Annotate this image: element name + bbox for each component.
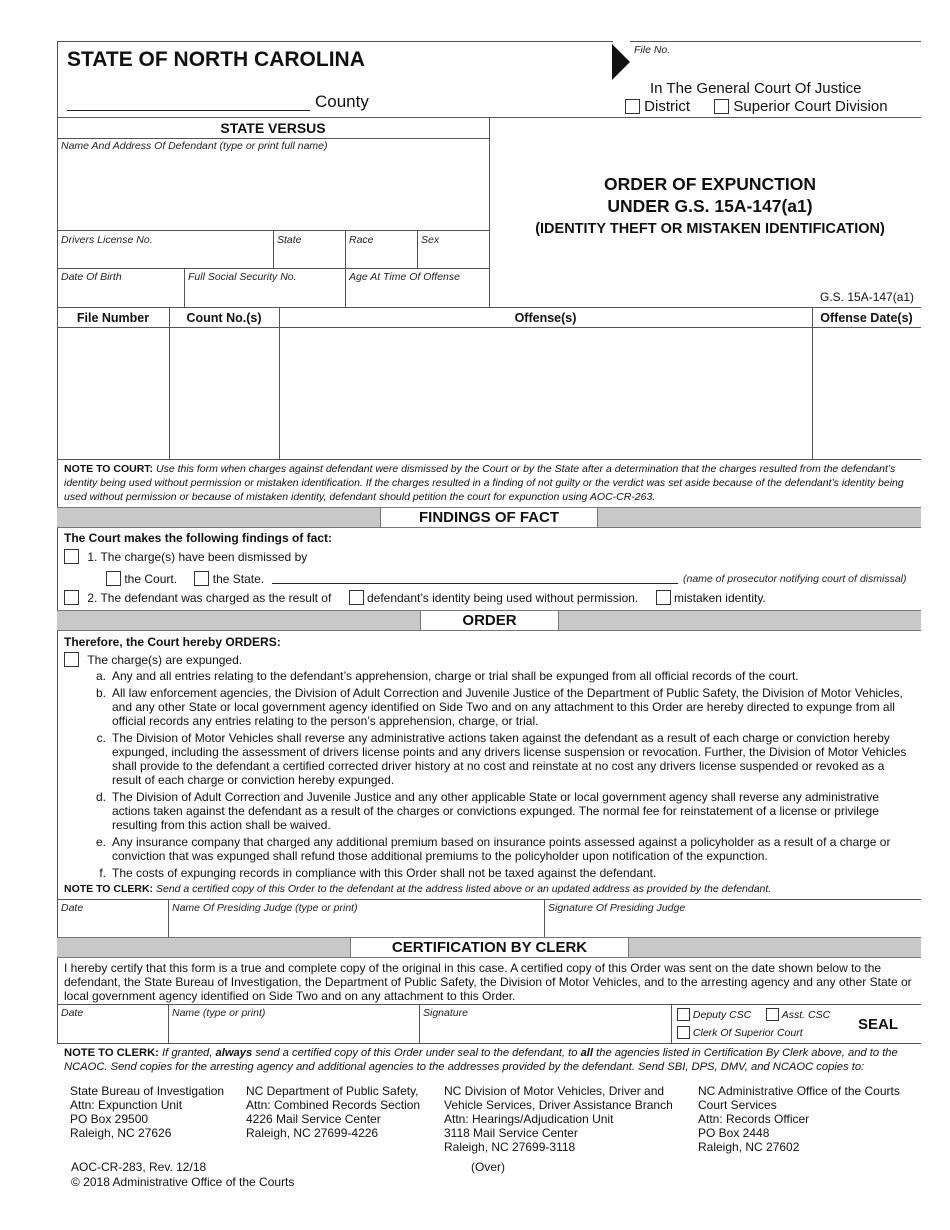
state-label: State xyxy=(277,234,302,246)
name-address-label: Name And Address Of Defendant (type or print full name) xyxy=(61,140,328,152)
district-checkbox[interactable] xyxy=(625,99,640,114)
title-line2: UNDER G.S. 15A-147(a1) xyxy=(607,196,813,216)
offense-field[interactable] xyxy=(280,328,812,459)
col-file-number: File Number xyxy=(76,311,150,325)
divider xyxy=(57,899,921,900)
court-title: In The General Court Of Justice xyxy=(650,80,862,97)
address-line: NC Administrative Office of the Courts xyxy=(698,1084,900,1098)
note-to-clerk-1 xyxy=(64,883,771,895)
address-ncaoc xyxy=(698,1084,900,1154)
judge-signature-label: Signature Of Presiding Judge xyxy=(548,902,686,914)
asst-csc-label: Asst. CSC xyxy=(781,1009,831,1021)
dob-label: Date Of Birth xyxy=(61,271,122,283)
order-item-a xyxy=(88,669,914,683)
finding-1-checkbox[interactable] xyxy=(64,549,79,564)
statute-ref: G.S. 15A-147(a1) xyxy=(820,290,915,304)
cert-name-label: Name (type or print) xyxy=(172,1007,266,1019)
clerk-superior-option xyxy=(677,1026,803,1039)
divider xyxy=(671,1004,672,1043)
superior-label: Superior Court Division xyxy=(733,98,888,115)
address-line: Attn: Records Officer xyxy=(698,1112,810,1126)
district-label: District xyxy=(644,98,690,115)
state-heading: STATE OF NORTH CAROLINA xyxy=(67,48,365,71)
order-date-label: Date xyxy=(61,902,84,914)
note-to-clerk-1-text: Send a certified copy of this Order to the defendant at the address listed above or an updated address as provided by the defendant. xyxy=(155,883,772,895)
drivers-license-label: Drivers License No. xyxy=(61,234,153,246)
expunged-label: The charge(s) are expunged. xyxy=(87,653,243,667)
address-line: Attn: Hearings/Adjudication Unit xyxy=(444,1112,614,1126)
finding-2-checkbox[interactable] xyxy=(64,590,79,605)
form-number: AOC-CR-283, Rev. 12/18 xyxy=(71,1160,207,1174)
note-to-clerk-2 xyxy=(64,1046,916,1074)
order-item-b xyxy=(88,686,914,728)
certification-heading: CERTIFICATION BY CLERK xyxy=(350,937,629,958)
note-emphasis: always xyxy=(215,1047,253,1059)
expunged-row xyxy=(64,652,242,667)
order-text: All law enforcement agencies, the Division of Adult Correction and Juvenile Justice of the Department of Public Safety, the Division of Motor Vehicles, and any other State or local government agency identified on Side Two and on any attachment to this Order are hereby directed to expunge from all official records any entries relating to the person’s apprehension, charge, or trial. xyxy=(112,686,903,728)
certification-text: I hereby certify that this form is a true and complete copy of the original in this case. A certified copy of this Order was sent on the date shown below to the defendant, the State Bureau of Investigation, the Department of Public Safety, the Division of Motor Vehicles, and to the arresting agency and any other State or local government agency identified on Side Two and on any attachment to this Order. xyxy=(64,961,912,1003)
note-to-court-text: Use this form when charges against defendant were dismissed by the Court or by the State after a determination that the charges resulted from the defendant’s identity being used without permission or mistaken identification. If the charges resulted in a finding of not guilty or the verdict was set aside because of the defendant’s identity being used without permission or because of mistaken identity, defendant should petition the court for expunction using AOC-CR-263. xyxy=(64,463,904,503)
address-line: 4226 Mail Service Center xyxy=(246,1112,381,1126)
order-item-e xyxy=(88,835,914,863)
note-to-court-label: NOTE TO COURT: xyxy=(64,463,154,475)
clerk-superior-checkbox[interactable] xyxy=(677,1026,690,1039)
by-court-checkbox[interactable] xyxy=(106,571,121,586)
cert-date-field[interactable] xyxy=(58,1019,168,1042)
file-number-field[interactable] xyxy=(58,328,169,459)
address-dmv xyxy=(444,1084,673,1154)
note-text: If granted, xyxy=(162,1047,213,1059)
divider xyxy=(57,307,921,308)
divider xyxy=(57,1004,921,1005)
note-to-clerk-1-label: NOTE TO CLERK: xyxy=(64,883,154,895)
order-text: Any insurance company that charged any additional premium based on insurance points assessed against a policyholder as a result of a charge or conviction that was expunged shall refund those additional premiums to the policyholder upon notification of the expunction. xyxy=(112,835,891,863)
order-text: The Division of Adult Correction and Juvenile Justice and any other applicable State or local government agency shall reverse any administrative actions taken against the defendant as a result of the charges or convictions expunged. The normal fee for reinstatement of a license or privilege resulting from this action shall be waived. xyxy=(112,790,880,832)
asst-csc-checkbox[interactable] xyxy=(766,1008,779,1021)
identity-label: defendant’s identity being used without permission. xyxy=(366,591,639,605)
over-label: (Over) xyxy=(471,1160,505,1174)
race-label: Race xyxy=(349,234,374,246)
note-to-clerk-2-label: NOTE TO CLERK: xyxy=(64,1047,159,1059)
cert-signature-label: Signature xyxy=(423,1007,468,1019)
finding-1-text: 1. The charge(s) have been dismissed by xyxy=(87,550,308,564)
by-state-checkbox[interactable] xyxy=(194,571,209,586)
file-arrow-icon xyxy=(612,44,630,80)
col-offense-date: Offense Date(s) xyxy=(820,311,913,325)
order-letter: d. xyxy=(95,790,106,804)
deputy-csc-checkbox[interactable] xyxy=(677,1008,690,1021)
divider xyxy=(57,459,921,460)
address-line: 3118 Mail Service Center xyxy=(444,1126,578,1140)
superior-checkbox[interactable] xyxy=(714,99,729,114)
by-state-label: the State. xyxy=(212,572,265,586)
name-address-field[interactable] xyxy=(60,153,486,229)
finding-2-text: 2. The defendant was charged as the result of xyxy=(87,591,332,605)
prosecutor-name-line[interactable] xyxy=(272,583,678,584)
finding-1 xyxy=(64,549,307,564)
order-date-field[interactable] xyxy=(58,914,168,937)
address-line: Attn: Expunction Unit xyxy=(70,1098,183,1112)
order-item-d xyxy=(88,790,914,832)
address-line: Vehicle Services, Driver Assistance Branch xyxy=(444,1098,673,1112)
order-letter: b. xyxy=(95,686,106,700)
clerk-superior-label: Clerk Of Superior Court xyxy=(692,1027,803,1039)
divider xyxy=(184,268,185,307)
judge-name-label: Name Of Presiding Judge (type or print) xyxy=(172,902,358,914)
order-letter: a. xyxy=(95,669,106,683)
order-text: The costs of expunging records in compliance with this Order shall not be taxed against the defendant. xyxy=(112,866,657,880)
address-sbi xyxy=(70,1084,224,1140)
title-line1: ORDER OF EXPUNCTION xyxy=(604,174,816,194)
address-line: Raleigh, NC 27626 xyxy=(70,1126,172,1140)
dismissed-by xyxy=(106,571,264,586)
address-line: PO Box 2448 xyxy=(698,1126,770,1140)
certification-band xyxy=(57,937,921,958)
age-label: Age At Time Of Offense xyxy=(349,271,460,283)
findings-band xyxy=(57,507,921,528)
address-line: Raleigh, NC 27699-4226 xyxy=(246,1126,379,1140)
deputy-csc-label: Deputy CSC xyxy=(692,1009,752,1021)
divider xyxy=(57,1043,921,1044)
divider xyxy=(57,138,489,139)
order-heading: ORDER xyxy=(420,610,559,631)
cert-signature-field[interactable] xyxy=(420,1019,671,1042)
cert-date-label: Date xyxy=(61,1007,84,1019)
order-intro: Therefore, the Court hereby ORDERS: xyxy=(64,635,281,649)
copyright: © 2018 Administrative Office of the Courts xyxy=(71,1175,295,1189)
order-item-c xyxy=(88,731,914,787)
address-line: Court Services xyxy=(698,1098,777,1112)
divider xyxy=(273,230,274,268)
note-text: the agencies listed in Certification By Clerk above, and to the NCAOC. Send copies for the arresting agency and additional agencies to the addresses provided by the defendant. Send SBI, DPS, DMV, and NCAOC copies to: xyxy=(64,1047,898,1073)
order-band xyxy=(57,610,921,631)
footer-form-info xyxy=(71,1160,294,1190)
judge-name-field[interactable] xyxy=(169,914,544,937)
finding-2 xyxy=(64,590,766,605)
order-text: Any and all entries relating to the defendant’s apprehension, charge or trial shall be expunged from all official records of the court. xyxy=(112,669,799,683)
address-line: PO Box 29500 xyxy=(70,1112,149,1126)
address-line: Raleigh, NC 27602 xyxy=(698,1140,800,1154)
note-text: send a certified copy of this Order under seal to the defendant, to xyxy=(255,1047,578,1059)
judge-signature-field[interactable] xyxy=(545,914,921,937)
order-item-f xyxy=(88,866,914,880)
findings-heading: FINDINGS OF FACT xyxy=(380,507,598,528)
seal-label: SEAL xyxy=(858,1016,899,1033)
clerk-title-options xyxy=(677,1008,830,1021)
state-versus: STATE VERSUS xyxy=(220,120,326,136)
address-line: Attn: Combined Records Section xyxy=(246,1098,421,1112)
address-dps xyxy=(246,1084,420,1140)
cert-name-field[interactable] xyxy=(169,1019,419,1042)
order-letter: f. xyxy=(99,866,106,880)
col-offense: Offense(s) xyxy=(514,311,577,325)
form-title xyxy=(490,173,930,240)
ssn-label: Full Social Security No. xyxy=(188,271,297,283)
title-line3: (IDENTITY THEFT OR MISTAKEN IDENTIFICATION) xyxy=(535,221,885,237)
note-emphasis: all xyxy=(580,1047,594,1059)
sex-label: Sex xyxy=(421,234,440,246)
findings-intro: The Court makes the following findings of fact: xyxy=(64,531,333,545)
offense-date-field[interactable] xyxy=(813,328,921,459)
court-division xyxy=(625,98,888,115)
address-line: Raleigh, NC 27699-3118 xyxy=(444,1140,576,1154)
address-line: State Bureau of Investigation xyxy=(70,1084,225,1098)
address-line: NC Department of Public Safety, xyxy=(246,1084,419,1098)
top-border xyxy=(57,41,613,42)
by-court-label: the Court. xyxy=(124,572,178,586)
mistaken-label: mistaken identity. xyxy=(673,591,766,605)
divider xyxy=(417,230,418,268)
order-letter: e. xyxy=(95,835,106,849)
address-line: NC Division of Motor Vehicles, Driver and xyxy=(444,1084,665,1098)
county-label: County xyxy=(315,92,369,111)
county-line[interactable] xyxy=(67,110,310,111)
order-text: The Division of Motor Vehicles shall reverse any administrative actions taken against the defendant as a result of each charge or conviction hereby expunged, including the assessment of drivers license points and any drivers license suspension or revocation. Further, the Division of Motor Vehicles shall provide to the defendant a certified corrected driver history at no cost and reinstate at no cost any drivers license suspended or revoked as a result of each charge or conviction hereby expunged. xyxy=(112,731,907,787)
mistaken-checkbox[interactable] xyxy=(656,590,671,605)
order-letter: c. xyxy=(96,731,106,745)
col-count: Count No.(s) xyxy=(186,311,262,325)
expunged-checkbox[interactable] xyxy=(64,652,79,667)
file-no-label: File No. xyxy=(634,44,671,56)
divider xyxy=(57,268,489,269)
prosecutor-note: (name of prosecutor notifying court of dismissal) xyxy=(683,573,907,585)
left-border xyxy=(57,41,58,938)
note-to-court xyxy=(64,462,916,504)
identity-checkbox[interactable] xyxy=(349,590,364,605)
count-field[interactable] xyxy=(170,328,279,459)
top-border-right xyxy=(630,41,921,42)
